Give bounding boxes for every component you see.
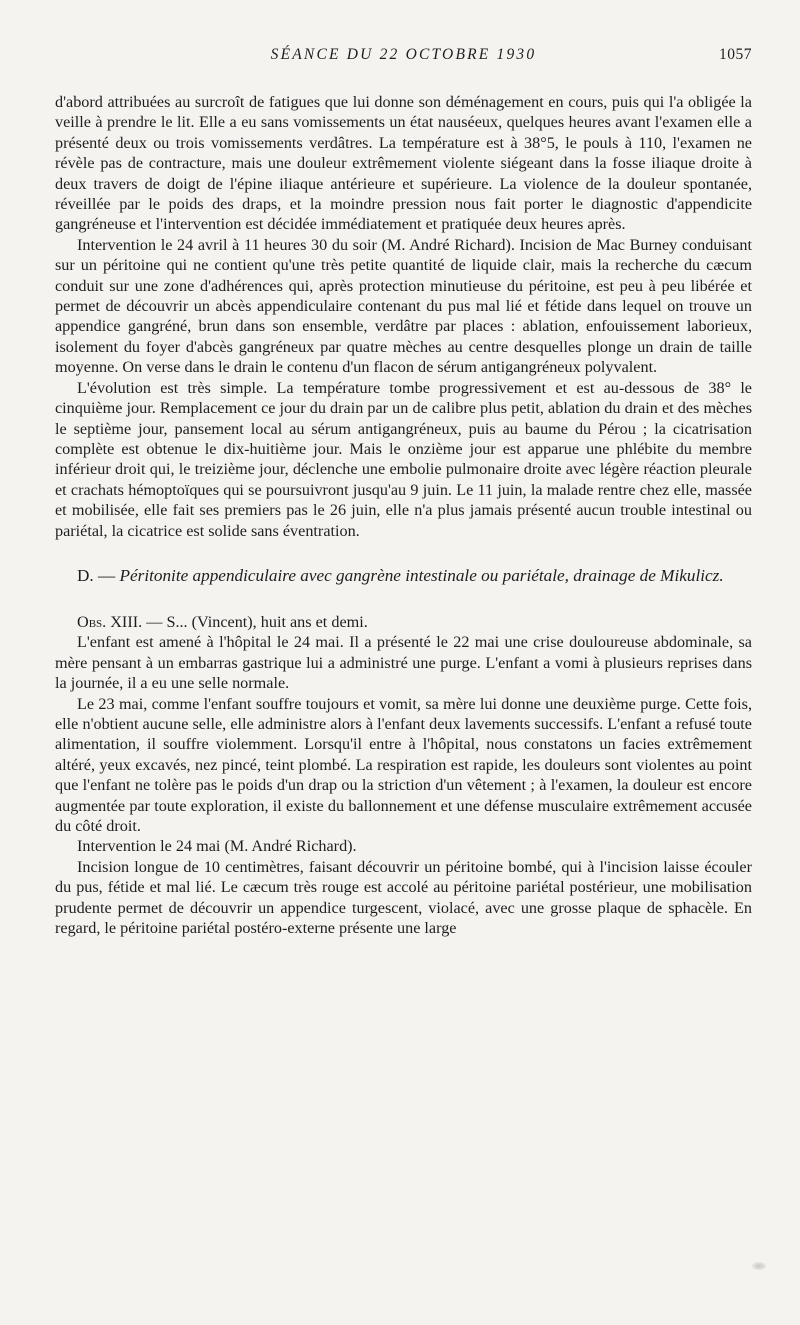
paper-speck: [752, 1262, 766, 1270]
observation-label: Obs. XIII.: [77, 612, 143, 631]
paragraph-intervention: Intervention le 24 avril à 11 heures 30 du soir (M. André Richard). Incision de Mac Burney conduisant sur un péritoine qui ne contient qu'une très petite quantité de liquide clair, mais la recherche du cæcum conduit sur une zone d'adhérences qui, après protection minutieuse du péritoine, est peu à peu libérée et permet de découvrir un abcès appendiculaire contenant du pus mal lié et fétide dans lequel on trouve un appendice gangréné, brun dans son ensemble, verdâtre par places : ablation, enfouissement laborieux, isolement du foyer d'abcès gangréneux par quatre mèches au centre desquelles plonge un drain de taille moyenne. On verse dans le drain le contenu d'un flacon de sérum antigangréneux polyvalent.: [55, 235, 752, 377]
paragraph-evolution: L'évolution est très simple. La température tombe progressivement et est au-dessous de 38° le cinquième jour. Remplacement ce jour du drain par un de calibre plus petit, ablation du drain et des mèches le septième jour, pansement local au sérum antigangréneux, puis au baume du Pérou ; la cicatrisation complète est obtenue le dix-huitième jour. Mais le onzième jour est apparue une phlébite du membre inférieur droit qui, le treizième jour, déclenche une embolie pulmonaire droite avec légère réaction pleurale et crachats hémoptoïques qui se poursuivront jusqu'au 9 juin. Le 11 juin, la malade rentre chez elle, massée et mobilisée, elle fait ses premiers pas le 26 juin, elle n'a plus jamais présenté aucun trouble intestinal ou pariétal, la cicatrice est solide sans éventration.: [55, 378, 752, 540]
observation-intro: — S... (Vincent), huit ans et demi.: [142, 612, 368, 631]
page-number: 1057: [719, 46, 752, 63]
section-heading: [55, 563, 752, 588]
paragraph-intervention-date: Intervention le 24 mai (M. André Richard).: [77, 837, 357, 856]
paragraph-admission: L'enfant est amené à l'hôpital le 24 mai. Il a présenté le 22 mai une crise douloureuse abdominale, sa mère pensant à un embarras gastrique lui a administré une purge. L'enfant a vomi à plusieurs reprises dans la journée, il a eu une selle normale.: [55, 633, 752, 693]
section-letter: D.: [77, 565, 94, 585]
section-title: Péritonite appendiculaire avec gangrène intestinale ou pariétale, drainage de Mikulicz.: [119, 565, 724, 585]
observation-block: [55, 612, 752, 939]
section-dash: —: [93, 565, 120, 585]
document-page: [55, 42, 752, 938]
case-continuation: [55, 92, 752, 541]
observation-header: [55, 612, 752, 632]
paragraph-incision: Incision longue de 10 centimètres, faisant découvrir un péritoine bombé, qui à l'incision laisse écouler du pus, fétide et mal lié. Le cæcum très rouge est accolé au péritoine pariétal postérieur, une mobilisation prudente permet de découvrir un appendice turgescent, violacé, avec une grosse plaque de sphacèle. En regard, le péritoine pariétal postéro-externe présente une large: [55, 857, 752, 938]
paragraph-symptoms: d'abord attribuées au surcroît de fatigues que lui donne son déménagement en cours, puis qui l'a obligée la veille à prendre le lit. Elle a eu sans vomissements un état nauséeux, quelques heures avant l'examen elle a présenté deux ou trois vomissements verdâtres. La température est à 38°5, le pouls à 110, l'examen ne révèle pas de contracture, mais une douleur extrêmement violente siégeant dans la fosse iliaque droite à deux travers de doigt de l'épine iliaque antérieure et supérieure. La violence de la douleur spontanée, réveillée par le poids des draps, et la moindre pression nous fait porter le diagnostic d'appendicite gangréneuse et l'intervention est décidée immédiatement et pratiquée deux heures après.: [55, 93, 752, 234]
paragraph-course: Le 23 mai, comme l'enfant souffre toujours et vomit, sa mère lui donne une deuxième purge. Cette fois, elle n'obtient aucune selle, elle administre alors à l'enfant deux lavements successifs. L'enfant a refusé toute alimentation, il souffre violemment. Lorsqu'il entre à l'hôpital, nous constatons un facies extrêmement altéré, yeux excavés, nez pincé, teint plombé. La respiration est rapide, les douleurs sont violentes au point que l'enfant ne tolère pas le poids d'un drap ou la striction d'un vêtement ; à l'examen, la douleur est encore augmentée par toute exploration, il existe du ballonnement et une défense musculaire extrêmement accusée du côté droit.: [55, 694, 752, 835]
running-header: [55, 42, 752, 70]
running-title: SÉANCE DU 22 OCTOBRE 1930: [270, 46, 537, 63]
